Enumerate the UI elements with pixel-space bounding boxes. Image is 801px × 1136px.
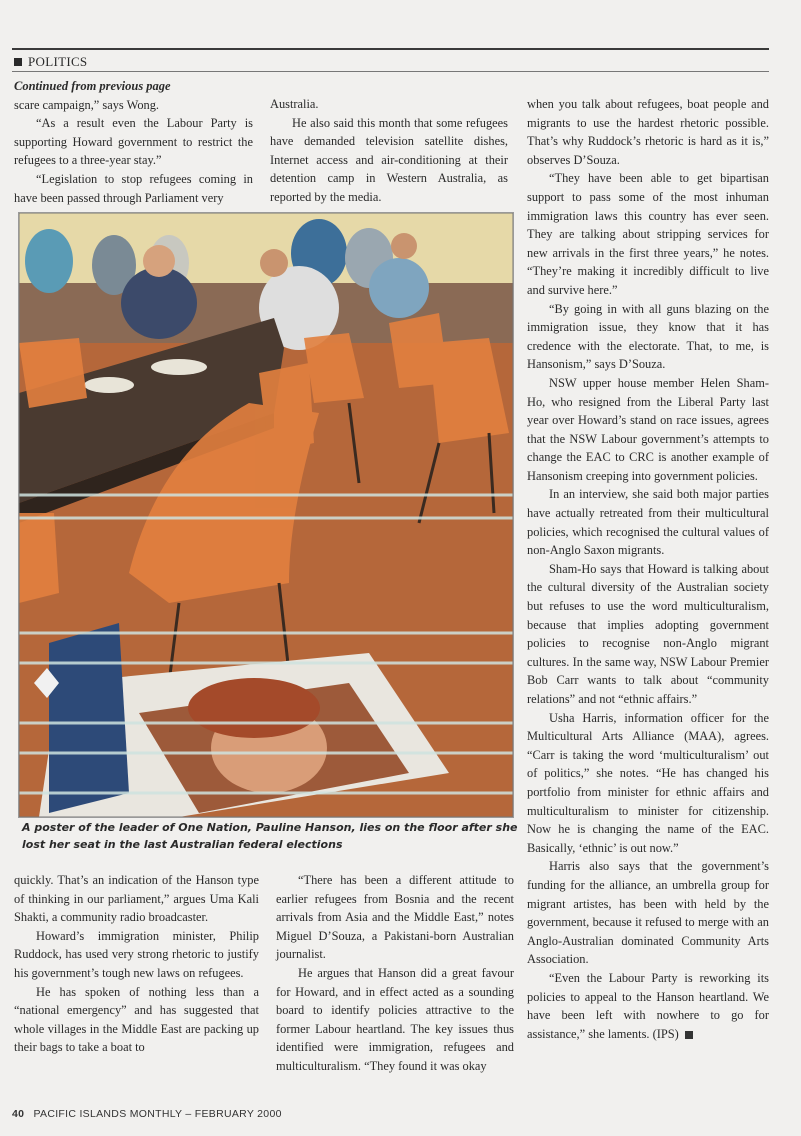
news-photo	[18, 212, 514, 818]
bottom-column-1	[14, 871, 259, 1057]
paragraph: “They have been able to get bipartisan support to pass some of the most inhuman immigration laws this country has ever seen. They are talking about stripping services for new arrivals in the first three years,” he notes. “They’re making it incredibly difficult to live and survive here.”	[527, 171, 769, 297]
paragraph: “Legislation to stop refugees coming in have been passed through Parliament very	[14, 171, 253, 205]
photo-caption: A poster of the leader of One Nation, Pauline Hanson, lies on the floor after she lost her seat in the last Australian federal elections	[22, 821, 518, 851]
top-column-2	[270, 95, 508, 207]
paragraph: Harris also says that the government’s funding for the alliance, an umbrella group for migrant artistes, has been with held by the government, because it refused to merge with an Anglo-Australian dominated Community Arts Association.	[527, 859, 769, 967]
paragraph: scare campaign,” says Wong.	[14, 97, 160, 112]
top-rule	[12, 48, 769, 50]
publication-line: PACIFIC ISLANDS MONTHLY – FEBRUARY 2000	[33, 1108, 282, 1120]
paragraph: He also said this month that some refugees have demanded television satellite dishes, Internet access and air-conditioning at their detention camp in Western Australia, as reported by the media.	[270, 115, 508, 204]
top-column-1	[14, 77, 253, 207]
paragraph: NSW upper house member Helen Sham-Ho, who resigned from the Liberal Party last year over Howard’s stand on race issues, agrees that the NSW Labour government’s attempts to change the EAC to CRC is another example of Hansonism creeping into government policies.	[527, 375, 769, 483]
paragraph: Howard’s immigration minister, Philip Ruddock, has used very strong rhetoric to justify his government’s tough new laws on refugees.	[14, 928, 259, 980]
paragraph-text: “Even the Labour Party is reworking its policies to appeal to the Hanson heartland. We have been left with nowhere to go for assistance,” she laments. (IPS)	[527, 970, 769, 1041]
paragraph: In an interview, she said both major parties have actually retreated from their multicultural policies, which recognised the cultural values of non-Anglo Saxon migrants.	[527, 487, 769, 558]
bottom-column-2	[276, 871, 514, 1076]
paragraph: He argues that Hanson did a great favour for Howard, and in effect acted as a sounding board to identify policies attractive to the former Labour heartland. The key issues thus identified were immigration, refugees and multiculturalism. “They found it was okay	[276, 965, 514, 1073]
page-footer	[12, 1108, 282, 1120]
continued-note: Continued from previous page	[14, 79, 171, 93]
paragraph: Sham-Ho says that Howard is talking about the cultural diversity of the Australian society but refuses to use the word multiculturalism, because that implies adopting government policies to recognise non-Anglo migrant cultures. In the same way, NSW Labour Premier Bob Carr wants to talk about “community relations” and not “ethnic affairs.”	[527, 561, 769, 706]
paragraph: “By going in with all guns blazing on the immigration issue, they know that it has credence with the electorate. That, to me, is Hansonism,” says D’Souza.	[527, 301, 769, 372]
page-number: 40	[12, 1108, 25, 1120]
paragraph: when you talk about refugees, boat people and migrants to use the hardest rhetoric possible. That’s why Ruddock’s rhetoric is hard as it is,” observes D’Souza.	[527, 97, 769, 167]
paragraph: Australia.	[270, 97, 319, 111]
paragraph: “There has been a different attitude to earlier refugees from Bosnia and the recent arrivals from Asia and the Middle East,” notes Miguel D’Souza, a Pakistani-born Australian journalist.	[276, 873, 514, 962]
end-mark-icon	[685, 1031, 693, 1039]
paragraph	[527, 969, 769, 1043]
header-underline	[12, 71, 769, 72]
paragraph: “As a result even the Labour Party is supporting Howard government to restrict the refugees to a three-year stay.”	[14, 116, 253, 168]
photo-illustration	[19, 213, 513, 817]
paragraph: quickly. That’s an indication of the Hanson type of thinking in our parliament,” argues Uma Kali Shakti, a community radio broadcaster.	[14, 873, 259, 925]
section-square-icon	[14, 58, 22, 66]
section-label: POLITICS	[28, 54, 88, 69]
right-column	[527, 95, 769, 1043]
paragraph: Usha Harris, information officer for the Multicultural Arts Alliance (MAA), agrees. “Carr is taking the word ‘multiculturalism’ out of politics,” she notes. “He has changed his portfolio from minister for ethnic affairs and multiculturalism to minister for citizenship. Now he is changing the name of the EAC. Basically, ‘ethnic’ is out now.”	[527, 710, 769, 855]
paragraph: He has spoken of nothing less than a “national emergency” and has suggested that whole villages in the Middle East are packing up their bags to take a boat to	[14, 984, 259, 1055]
section-header	[14, 54, 87, 70]
